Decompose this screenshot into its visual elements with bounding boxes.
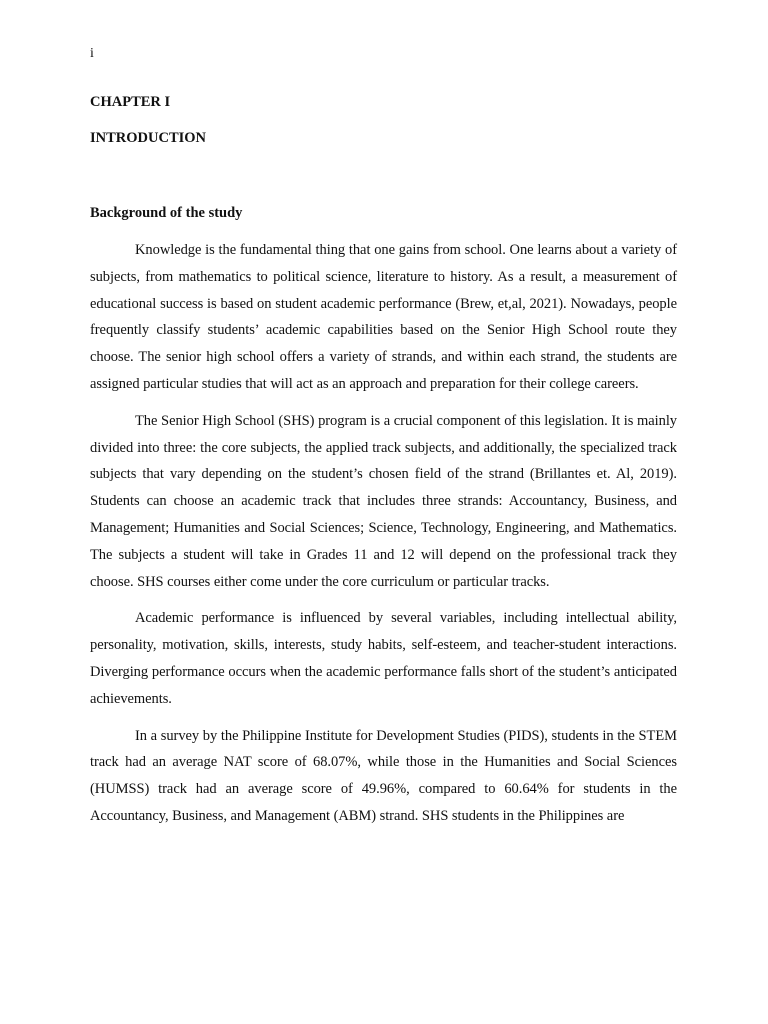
paragraph-2: The Senior High School (SHS) program is a crucial component of this legislation. It is mainly divided into three: the core subjects, the applied track subjects, and additionally, the specialized track subjects that vary depending on the student’s chosen field of the strand (Brillantes et. Al, 2019). Students can choose an academic track that includes three strands: Accountancy, Business, and Management; Humanities and Social Sciences; Science, Technology, Engineering, and Mathematics. The subjects a student will take in Grades 11 and 12 will depend on the professional track they choose. SHS courses either come under the core curriculum or particular tracks. — [90, 412, 677, 590]
body-text — [90, 237, 677, 840]
chapter-label: CHAPTER I — [90, 94, 171, 110]
page-number: i — [90, 46, 94, 61]
paragraph-4: In a survey by the Philippine Institute for Development Studies (PIDS), students in the STEM track had an average NAT score of 68.07%, while those in the Humanities and Social Sciences (HUMSS) track had an average score of 49.96%, compared to 60.64% for students in the Accountancy, Business, and Management (ABM) strand. SHS students in the Philippines are — [90, 727, 677, 824]
chapter-title: INTRODUCTION — [90, 130, 207, 146]
document-page — [90, 0, 677, 1024]
paragraph-1: Knowledge is the fundamental thing that one gains from school. One learns about a variety of subjects, from mathematics to political science, literature to history. As a result, a measurement of educational success is based on student academic performance (Brew, et,al, 2021). Nowadays, people frequently classify students’ academic capabilities based on the Senior High School route they choose. The senior high school offers a variety of strands, and within each strand, the students are assigned particular studies that will act as an approach and preparation for their college careers. — [90, 242, 677, 392]
paragraph-3: Academic performance is influenced by several variables, including intellectual ability, personality, motivation, skills, interests, study habits, self-esteem, and teacher-student interactions. Diverging performance occurs when the academic performance falls short of the student’s anticipated achievements. — [90, 610, 677, 707]
section-heading: Background of the study — [90, 205, 243, 221]
